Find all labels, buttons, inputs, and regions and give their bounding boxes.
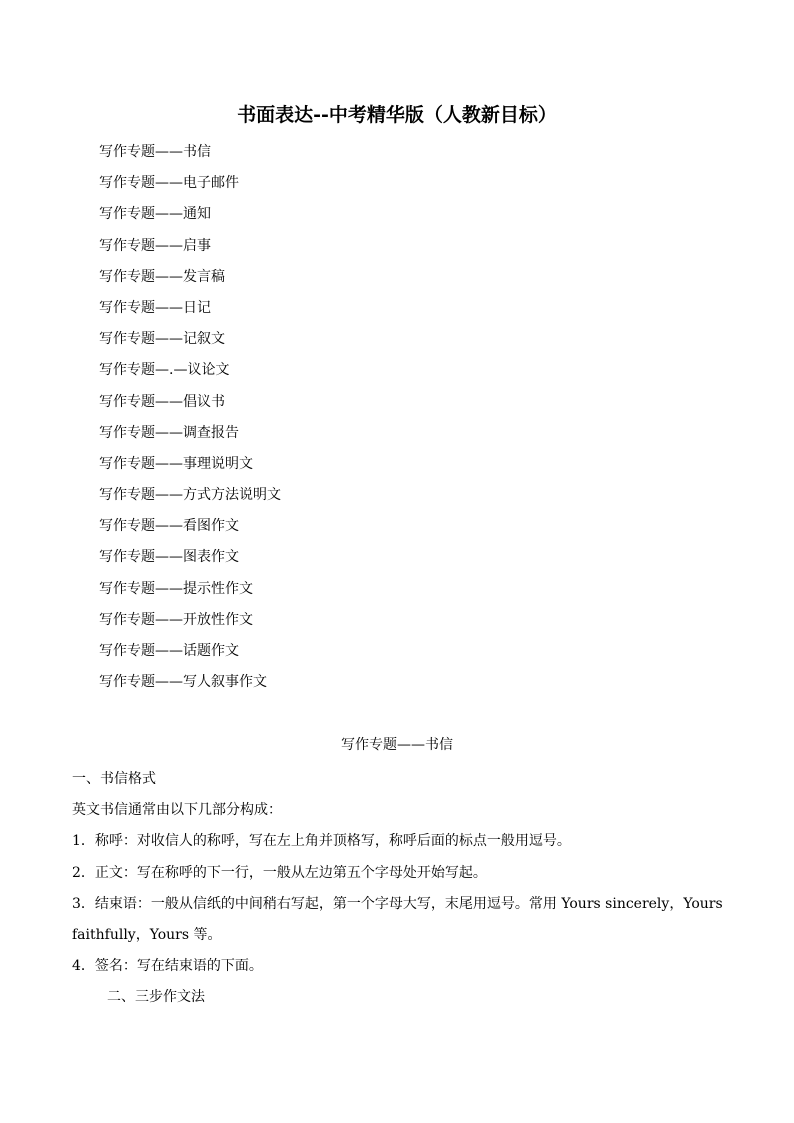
toc-item: 写作专题——记叙文: [99, 331, 225, 348]
list-item-signature: 4．签名：写在结束语的下面。: [72, 958, 263, 975]
toc-item: 写作专题——看图作文: [99, 518, 239, 535]
section-heading: 写作专题——书信: [341, 737, 453, 753]
part1-heading: 一、书信格式: [72, 771, 156, 787]
list-item-closing: 3．结束语：一般从信纸的中间稍右写起，第一个字母大写，末尾用逗号。常用 Yours sincerely，Yours faithfully，Yours 等。: [72, 895, 723, 944]
toc-item: 写作专题——调查报告: [99, 424, 239, 441]
toc-item: 写作专题——发言稿: [99, 268, 225, 285]
toc-item: 写作专题——日记: [99, 299, 211, 316]
part2-heading: 二、三步作文法: [107, 989, 205, 1006]
document-title: 书面表达--中考精华版（人教新目标）: [237, 104, 557, 126]
toc-item: 写作专题——提示性作文: [99, 580, 253, 597]
list-item-salutation: 1．称呼：对收信人的称呼，写在左上角并顶格写，称呼后面的标点一般用逗号。: [72, 833, 571, 850]
toc-item: 写作专题——写人叙事作文: [99, 674, 267, 691]
toc-item: 写作专题——启事: [99, 237, 211, 254]
toc-item: 写作专题——事理说明文: [99, 455, 253, 472]
toc-item: 写作专题——话题作文: [99, 643, 239, 659]
toc-item: 写作专题——图表作文: [99, 549, 239, 566]
toc-item: 写作专题——电子邮件: [99, 175, 239, 192]
toc-item: 写作专题——开放性作文: [99, 611, 253, 628]
intro-paragraph: 英文书信通常由以下几部分构成：: [72, 802, 282, 819]
toc-item: 写作专题——倡议书: [99, 393, 225, 410]
toc-item: 写作专题——方式方法说明文: [99, 487, 281, 504]
toc-item: 写作专题——书信: [99, 144, 211, 160]
list-item-body: 2．正文：写在称呼的下一行，一般从左边第五个字母处开始写起。: [72, 864, 487, 881]
section-body: [72, 764, 732, 1014]
toc-item: 写作专题——通知: [99, 206, 211, 223]
table-of-contents: [99, 139, 281, 700]
toc-item: 写作专题—.—议论文: [99, 362, 230, 379]
